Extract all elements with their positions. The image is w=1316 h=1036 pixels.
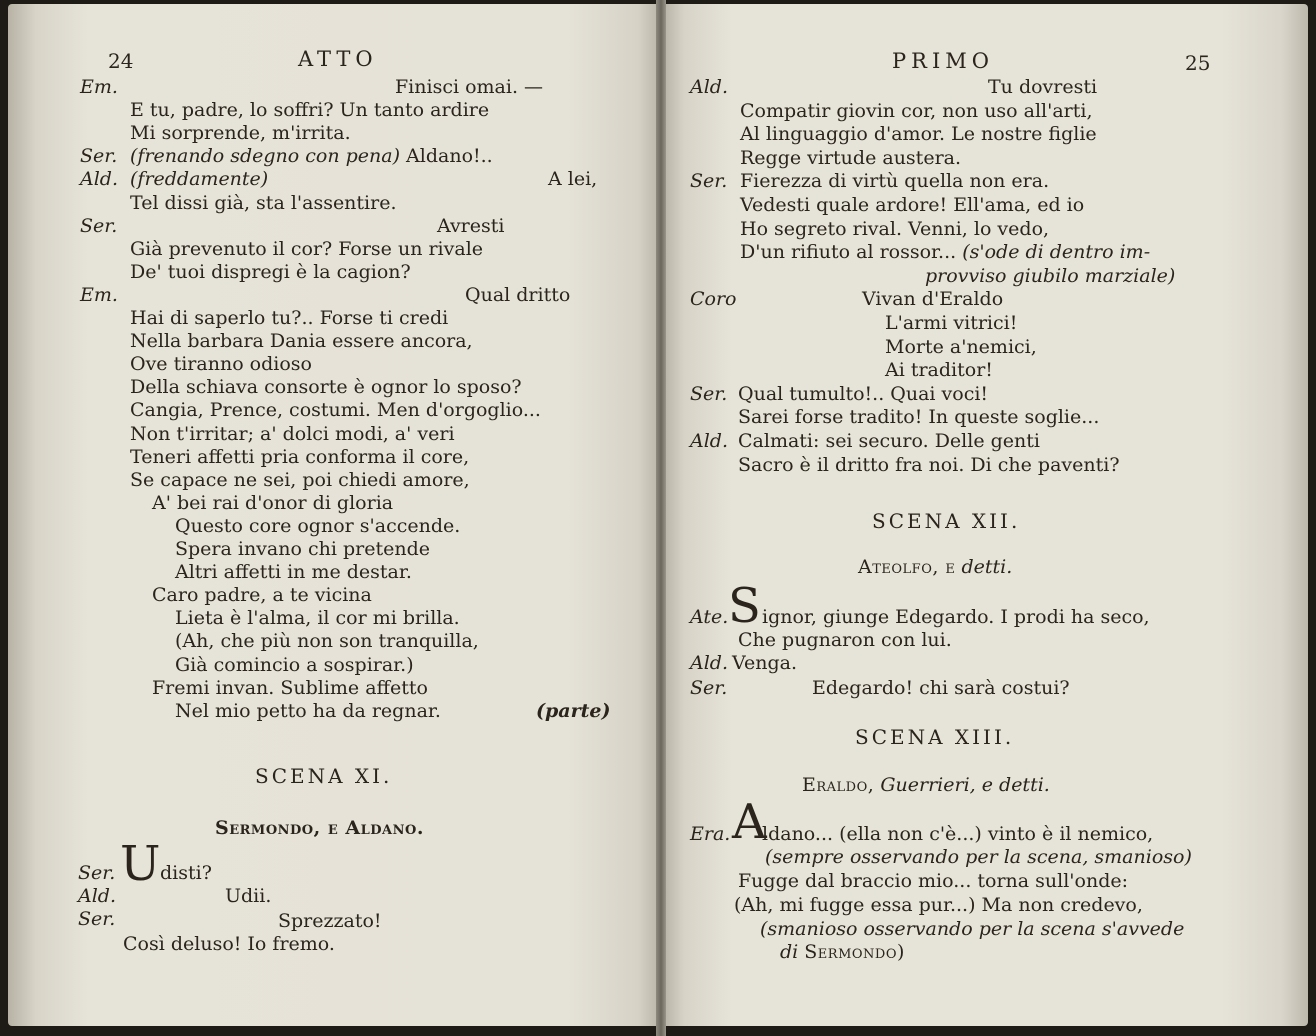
scene-title-xi: SCENA XI. — [255, 764, 393, 788]
dialogue-line: A' bei rai d'onor di gloria — [152, 492, 394, 514]
dialogue-line: ignor, giunge Edegardo. I prodi ha seco, — [762, 606, 1150, 628]
dialogue-line: Sprezzato! — [278, 910, 382, 932]
dialogue-line: Finisci omai. — — [395, 76, 544, 98]
scene-title-xiii: SCENA XIII. — [855, 725, 1015, 749]
dialogue-line: Non t'irritar; a' dolci modi, a' veri — [130, 423, 455, 445]
stage-direction: (sempre osservando per la scena, smanioso) — [765, 846, 1192, 868]
dialogue-line: (Ah, che più non son tranquilla, — [175, 630, 479, 652]
dialogue-line: Edegardo! chi sarà costui? — [812, 677, 1070, 699]
dialogue-line: L'armi vitrici! — [885, 312, 1018, 334]
dialogue-line: Della schiava consorte è ognor lo sposo? — [130, 376, 522, 398]
speaker-label: Coro — [690, 288, 737, 310]
stage-direction: (frenando sdegno con pena) — [130, 145, 400, 167]
dialogue-text: Aldano!.. — [400, 145, 493, 167]
book-gutter — [656, 0, 666, 1036]
dialogue-line: Al linguaggio d'amor. Le nostre figlie — [740, 123, 1097, 145]
dialogue-line: De' tuoi dispregi è la cagion? — [130, 261, 411, 283]
stage-direction: provviso giubilo marziale) — [925, 265, 1176, 287]
dialogue-line: E tu, padre, lo soffri? Un tanto ardire — [130, 99, 490, 121]
dialogue-line: Morte a'nemici, — [885, 336, 1037, 358]
speaker-label: Em. — [80, 284, 118, 306]
stage-direction: (parte) — [536, 700, 611, 722]
page-number-right: 25 — [1185, 51, 1211, 75]
speaker-label: Em. — [80, 76, 118, 98]
drop-cap: S — [728, 578, 761, 634]
speaker-label: Ser. — [78, 862, 116, 884]
dialogue-line: Teneri affetti pria conforma il core, — [130, 446, 470, 468]
dialogue-line: Hai di saperlo tu?.. Forse ti credi — [130, 307, 449, 329]
scene-persons-xiii — [802, 774, 1050, 796]
dialogue-line: Spera invano chi pretende — [175, 538, 430, 560]
dialogue-text: D'un rifiuto al rossor... — [740, 241, 963, 263]
dialogue-line: Vivan d'Eraldo — [862, 288, 1004, 310]
dialogue-line: Udii. — [225, 885, 272, 907]
speaker-label: Ser. — [690, 383, 728, 405]
speaker-label: Ser. — [690, 170, 728, 192]
running-head-right: PRIMO — [892, 49, 994, 73]
page-number-left: 24 — [108, 49, 134, 73]
dialogue-line: Già prevenuto il cor? Forse un rivale — [130, 238, 484, 260]
dialogue-line: Vedesti quale ardore! Ell'ama, ed io — [740, 194, 1085, 216]
drop-cap: A — [732, 794, 767, 850]
speaker-label: Era. — [690, 823, 731, 845]
dialogue-line: Avresti — [437, 215, 505, 237]
dialogue-line: Lieta è l'alma, il cor mi brilla. — [175, 607, 460, 629]
scene-persons-xii — [858, 556, 1012, 578]
speaker-label: Ser. — [80, 215, 118, 237]
character-name: Sermondo) — [804, 941, 905, 963]
speaker-label: Ald. — [690, 430, 728, 452]
dialogue-line: Altri affetti in me destar. — [175, 561, 412, 583]
dialogue-line: Compatir giovin cor, non uso all'arti, — [740, 100, 1093, 122]
dialogue-line: Così deluso! Io fremo. — [123, 933, 335, 955]
dialogue-line: Se capace ne sei, poi chiedi amore, — [130, 469, 470, 491]
scene-persons-xii-names: Ateolfo, e — [858, 556, 956, 578]
dialogue-line: Tu dovresti — [988, 76, 1098, 98]
running-head-left: ATTO — [298, 47, 378, 71]
stage-direction-end — [780, 941, 905, 963]
drop-cap: U — [120, 836, 161, 892]
speaker-label: Ald. — [80, 168, 118, 190]
dialogue-line: Ai traditor! — [885, 359, 993, 381]
dialogue-line: Sarei forse tradito! In queste soglie... — [738, 406, 1100, 428]
dialogue-line: Caro padre, a te vicina — [152, 584, 372, 606]
dialogue-line: Fugge dal braccio mio... torna sull'onde: — [738, 870, 1129, 892]
speaker-label: Ald. — [78, 885, 116, 907]
stage-direction: (freddamente) — [130, 168, 269, 190]
stage-direction: (s'ode di dentro im- — [962, 241, 1151, 263]
stage-direction: (smanioso osservando per la scena s'avvede — [760, 918, 1185, 940]
dialogue-line: Che pugnaron con lui. — [738, 629, 952, 651]
dialogue-line: Regge virtude austera. — [740, 147, 962, 169]
dialogue-line: Questo core ognor s'accende. — [175, 515, 461, 537]
speaker-label: Ser. — [78, 908, 116, 930]
dialogue-line: Nel mio petto ha da regnar. — [175, 700, 441, 722]
speaker-label: Ald. — [690, 76, 728, 98]
speaker-label: Ser. — [690, 677, 728, 699]
scene-persons-xii-detti: detti. — [961, 556, 1013, 578]
scene-persons-xiii-rest: Guerrieri, e detti. — [880, 774, 1050, 796]
scene-title-xii: SCENA XII. — [872, 509, 1021, 533]
dialogue-line: Ho segreto rival. Venni, lo vedo, — [740, 218, 1050, 240]
dialogue-line: Cangia, Prence, costumi. Men d'orgoglio... — [130, 399, 541, 421]
dialogue-line: (Ah, mi fugge essa pur...) Ma non credevo, — [734, 894, 1143, 916]
dialogue-line: Qual tumulto!.. Quai voci! — [738, 383, 989, 405]
dialogue-line: Fremi invan. Sublime affetto — [152, 677, 428, 699]
dialogue-line: Ove tiranno odioso — [130, 353, 312, 375]
dialogue-line: Sacro è il dritto fra noi. Di che paventi? — [738, 454, 1120, 476]
dialogue-line: Nella barbara Dania essere ancora, — [130, 330, 473, 352]
dialogue-line: Tel dissi già, sta l'assentire. — [130, 192, 397, 214]
dialogue-line: Venga. — [732, 652, 797, 674]
dialogue-line — [130, 168, 268, 190]
dialogue-line: Qual dritto — [465, 284, 571, 306]
dialogue-line: A lei, — [548, 168, 598, 190]
dialogue-line: Mi sorprende, m'irrita. — [130, 122, 351, 144]
dialogue-line: ldano... (ella non c'è...) vinto è il nemico, — [762, 823, 1154, 845]
speaker-label: Ser. — [80, 145, 118, 167]
dialogue-line: Calmati: sei securo. Delle genti — [738, 430, 1040, 452]
dialogue-line: Fierezza di virtù quella non era. — [740, 170, 1050, 192]
scene-persons-xi: Sermondo, e Aldano. — [215, 817, 424, 839]
dialogue-line — [740, 241, 1150, 263]
speaker-label: Ate. — [690, 606, 729, 628]
scene-persons-xiii-names: Eraldo, — [802, 774, 875, 796]
speaker-label: Ald. — [690, 652, 728, 674]
dialogue-line: disti? — [160, 862, 212, 884]
stage-direction: di — [780, 941, 805, 963]
dialogue-line: Già comincio a sospirar.) — [175, 654, 414, 676]
dialogue-line — [130, 145, 493, 167]
